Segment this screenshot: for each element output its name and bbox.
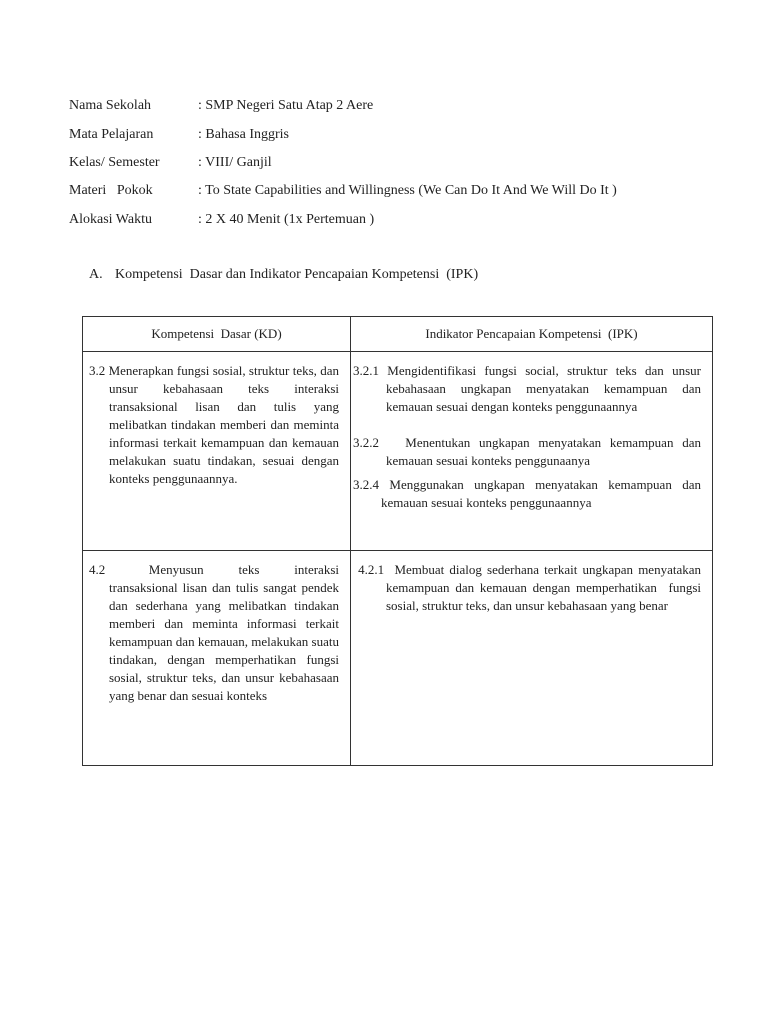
table-row [83, 551, 713, 766]
ipk-item: 3.2.1 Mengidentifikasi fungsi social, struktur teks dan unsur kebahasaan ungkapan menyatakan kemampuan dan kemauan sesuai dengan konteks penggunaannya [353, 363, 701, 414]
kd-text: 4.2 Menyusun teks interaksi transaksional lisan dan tulis sangat pendek dan sederhana yang melibatkan tindakan memberi dan meminta informasi terkait kemampuan dan kemauan, melakukan suatu tindakan, dengan memperhatikan fungsi sosial, struktur teks, dan unsur kebahasaan yang benar dan sesuai konteks [89, 562, 343, 703]
info-label: Nama Sekolah [69, 98, 152, 113]
ipk-item: 4.2.1 Membuat dialog sederhana terkait ungkapan menyatakan kemampuan dan kemauan dengan memperhatikan fungsi sosial, struktur teks, dan unsur kebahasaan yang benar [353, 562, 708, 613]
info-value: : Bahasa Inggris [198, 127, 289, 142]
info-value: : 2 X 40 Menit (1x Pertemuan ) [198, 212, 375, 227]
table-header-row [83, 317, 713, 352]
info-label: Mata Pelajaran [69, 127, 154, 142]
info-label: Alokasi Waktu [69, 212, 152, 227]
ipk-cell [351, 551, 713, 766]
section-letter: A. [89, 267, 103, 282]
competency-table [82, 316, 713, 766]
kd-text: 3.2 Menerapkan fungsi sosial, struktur teks, dan unsur kebahasaan teks interaksi transaksional lisan dan tulis yang melibatkan tindakan memberi dan meminta informasi terkait kemampuan dan kemauan melakukan suatu tindakan, sesuai dengan konteks penggunaannya. [89, 363, 339, 486]
header-ipk: Indikator Pencapaian Kompetensi (IPK) [351, 317, 713, 352]
section-title: Kompetensi Dasar dan Indikator Pencapaian Kompetensi (IPK) [115, 267, 479, 282]
kd-cell [83, 551, 351, 766]
info-value: : VIII/ Ganjil [198, 155, 272, 170]
ipk-item: 3.2.4 Menggunakan ungkapan menyatakan kemampuan dan kemauan sesuai konteks penggunaannya [353, 477, 701, 510]
ipk-cell [351, 352, 713, 551]
info-label: Kelas/ Semester [69, 155, 160, 170]
info-label: Materi Pokok [69, 183, 153, 198]
ipk-item: 3.2.2 Menentukan ungkapan menyatakan kemampuan dan kemauan sesuai konteks penggunaanya [353, 435, 705, 468]
kd-cell [83, 352, 351, 551]
section-heading [89, 266, 478, 284]
header-kd: Kompetensi Dasar (KD) [83, 317, 351, 352]
table-row [83, 352, 713, 551]
info-value: : SMP Negeri Satu Atap 2 Aere [198, 98, 374, 113]
info-value: : To State Capabilities and Willingness (We Can Do It And We Will Do It ) [198, 183, 617, 198]
